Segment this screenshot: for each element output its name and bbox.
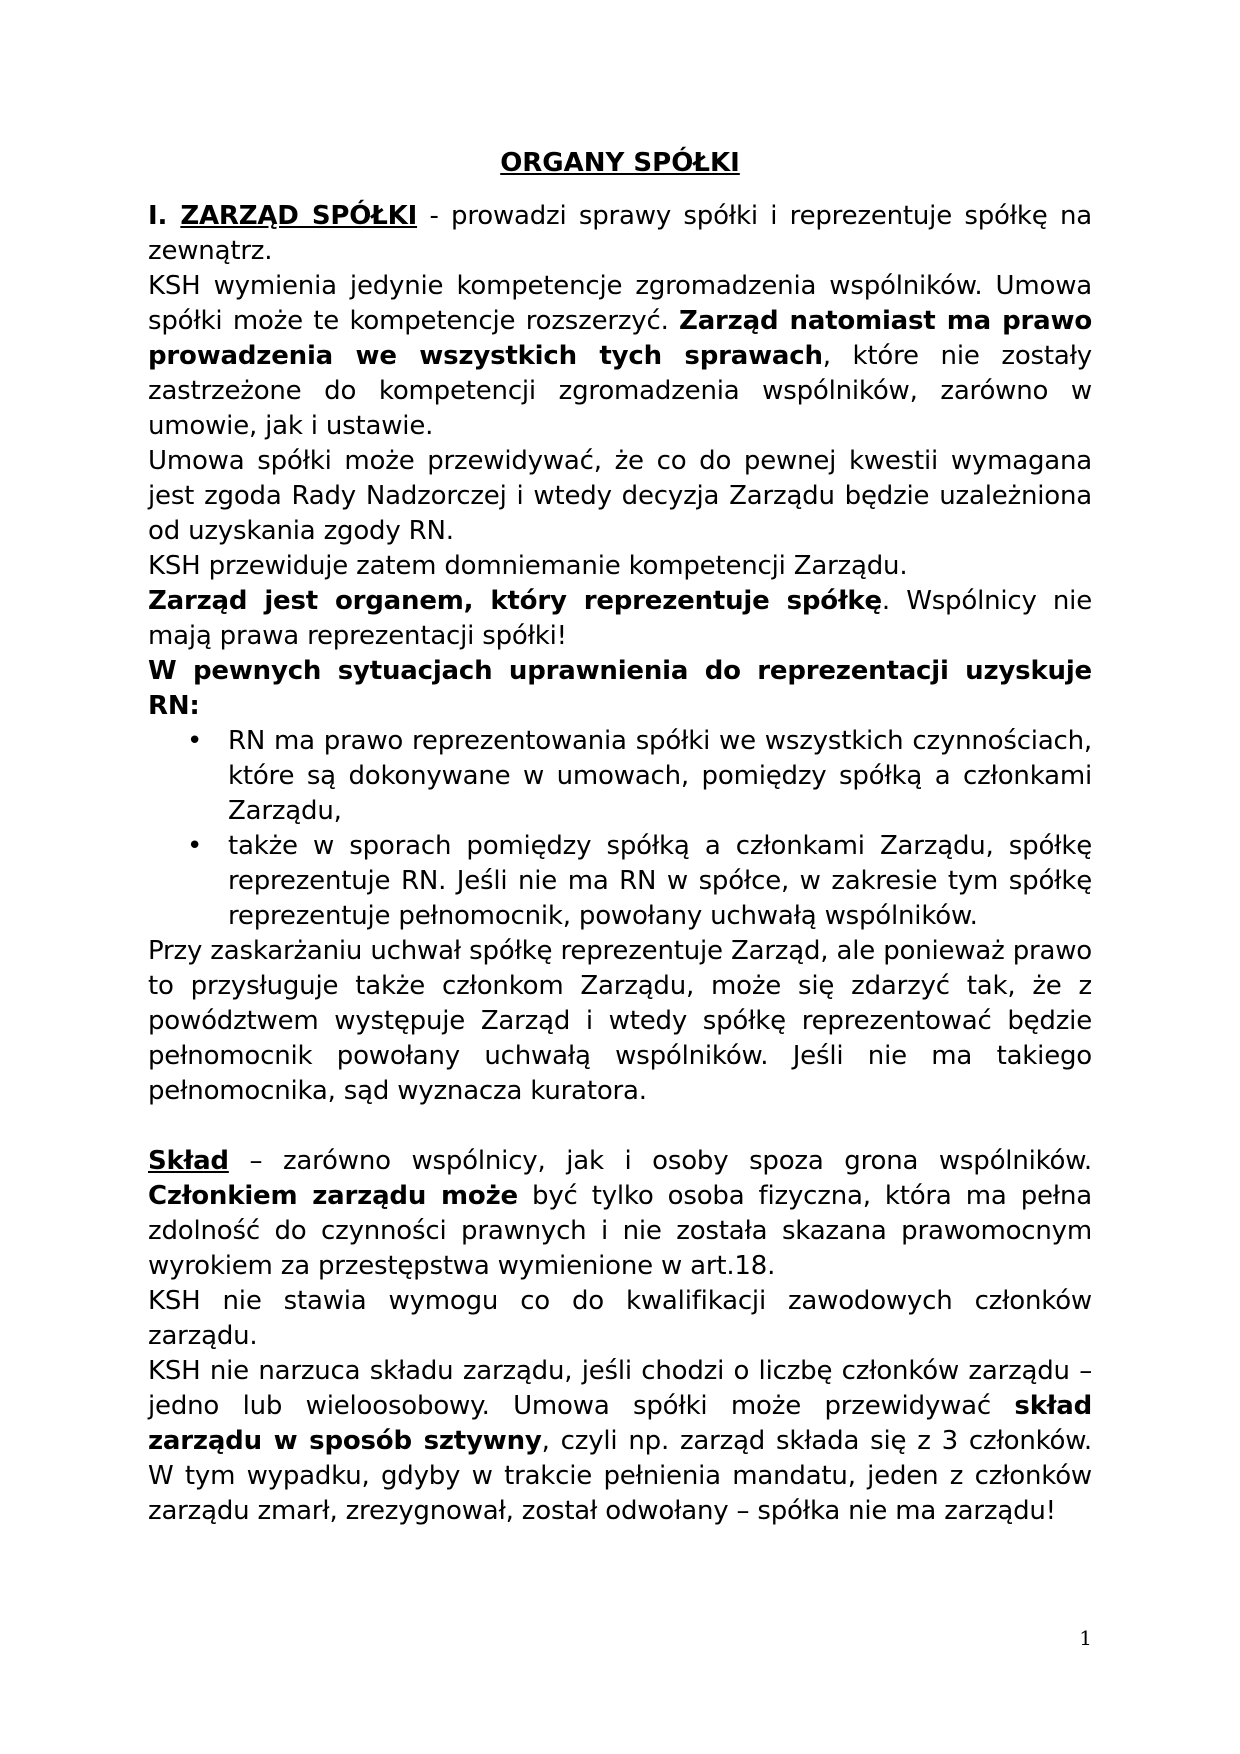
list-item	[187, 829, 1092, 934]
paragraph-text: – zarówno wspólnicy, jak i osoby spoza grona wspólników.	[228, 1146, 1092, 1176]
paragraph-supervisory-consent: Umowa spółki może przewidywać, że co do pewnej kwestii wymagana jest zgoda Rady Nadzorczej i wtedy decyzja Zarządu będzie uzależniona od uzyskania zgody RN.	[148, 446, 1092, 546]
paragraph-bold-text: Członkiem zarządu może	[148, 1181, 518, 1211]
section-heading-description: - prowadzi sprawy spółki i reprezentuje spółkę na zewnątrz.	[148, 201, 1092, 266]
paragraph-text: . Wspólnicy nie mają prawa reprezentacji spółki!	[148, 586, 1092, 651]
subsection-heading: Skład	[148, 1146, 229, 1176]
paragraph-resolutions: Przy zaskarżaniu uchwał spółkę reprezentuje Zarząd, ale ponieważ prawo to przysługuje także członkom Zarządu, może się zdarzyć tak, że z powództwem występuje Zarząd i wtedy spółkę reprezentować będzie pełnomocnik powołany uchwałą wspólników. Jeśli nie ma takiego pełnomocnika, sąd wyznacza kuratora.	[148, 936, 1092, 1106]
paragraph-bold-text: skład zarządu w sposób sztywny	[148, 1391, 1092, 1456]
list-item-text: RN ma prawo reprezentowania spółki we wszystkich czynnościach, które są dokonywane w umowach, pomiędzy spółką a członkami Zarządu,	[228, 726, 1092, 826]
paragraph-bold-text: Zarząd natomiast ma prawo prowadzenia we wszystkich tych sprawach	[148, 306, 1092, 371]
bullet-list	[148, 724, 1092, 934]
bullet-icon: •	[187, 831, 203, 861]
paragraph-representation	[148, 584, 1092, 654]
list-item-text: także w sporach pomiędzy spółką a członkami Zarządu, spółkę reprezentuje RN. Jeśli nie ma RN w spółce, w zakresie tym spółkę reprezentuje pełnomocnik, powołany uchwałą wspólników.	[228, 831, 1092, 931]
paragraph-rn-representation-heading: W pewnych sytuacjach uprawnienia do reprezentacji uzyskuje RN:	[148, 656, 1092, 721]
paragraph-board-size	[148, 1354, 1092, 1529]
paragraph-competences	[148, 269, 1092, 444]
paragraph-text: , które nie zostały zastrzeżone do kompetencji zgromadzenia wspólników, zarówno w umowie, jak i ustawie.	[148, 341, 1092, 441]
section-heading-paragraph	[148, 199, 1092, 269]
page-title: ORGANY SPÓŁKI	[500, 148, 740, 178]
page-number: 1	[1079, 1626, 1092, 1650]
bullet-icon: •	[187, 726, 203, 756]
paragraph-presumption: KSH przewiduje zatem domniemanie kompetencji Zarządu.	[148, 551, 908, 581]
paragraph-text: KSH wymienia jedynie kompetencje zgromadzenia wspólników. Umowa spółki może te kompetencje rozszerzyć.	[148, 271, 1092, 336]
list-item	[187, 724, 1092, 829]
paragraph-bold-text: Zarząd jest organem, który reprezentuje spółkę	[148, 586, 882, 616]
paragraph-composition	[148, 1144, 1092, 1284]
section-number: I.	[148, 201, 181, 231]
paragraph-text: , czyli np. zarząd składa się z 3 członków. W tym wypadku, gdyby w trakcie pełnienia mandatu, jeden z członków zarządu zmarł, zrezygnował, został odwołany – spółka nie ma zarządu!	[148, 1426, 1092, 1526]
document-page	[148, 145, 1092, 1529]
paragraph-qualifications: KSH nie stawia wymogu co do kwalifikacji zawodowych członków zarządu.	[148, 1286, 1092, 1351]
paragraph-text: być tylko osoba fizyczna, która ma pełna zdolność do czynności prawnych i nie została skazana prawomocnym wyrokiem za przestępstwa wymienione w art.18.	[148, 1181, 1092, 1281]
paragraph-text: KSH nie narzuca składu zarządu, jeśli chodzi o liczbę członków zarządu – jedno lub wieloosobowy. Umowa spółki może przewidywać	[148, 1356, 1092, 1421]
spacer	[148, 1109, 1092, 1144]
section-heading: ZARZĄD SPÓŁKI	[180, 201, 418, 231]
